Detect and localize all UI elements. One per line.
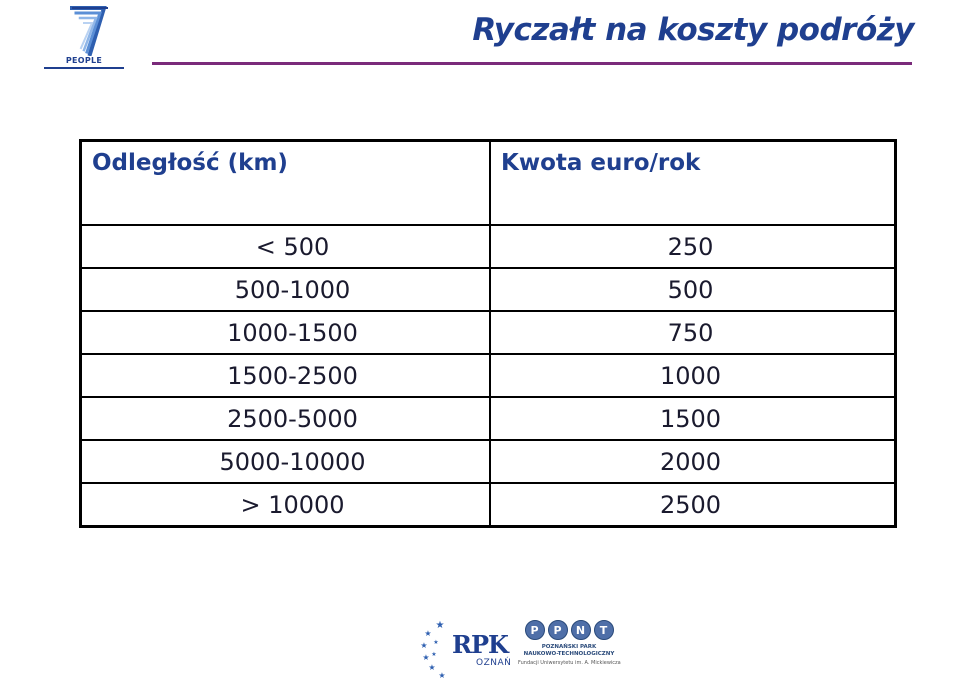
travel-rates-table <box>79 139 897 528</box>
table-row <box>81 440 896 483</box>
distance-cell: > 10000 <box>81 483 491 527</box>
rpk-logo <box>420 614 512 684</box>
svg-text:★: ★ <box>438 671 446 680</box>
ppnt-foundation-line: Fundacji Uniwersytetu im. A. Mickiewicza <box>518 660 621 666</box>
amount-cell: 250 <box>490 225 896 268</box>
rpk-wordmark: RPK <box>452 630 508 659</box>
ppnt-name-line1: POZNAŃSKI PARK <box>541 644 597 650</box>
fp7-people-logo <box>42 4 126 70</box>
ppnt-name-line2: NAUKOWO-TECHNOLOGICZNY <box>523 651 615 657</box>
amount-cell: 1500 <box>490 397 896 440</box>
distance-cell: 5000-10000 <box>81 440 491 483</box>
slide-title: Ryczałt na koszty podróży <box>472 12 914 48</box>
logo-underline <box>44 67 124 69</box>
ppnt-circle-n: N <box>571 620 591 640</box>
ppnt-letter-circles <box>518 620 620 640</box>
table-row <box>81 397 896 440</box>
svg-text:★: ★ <box>422 653 430 662</box>
distance-cell: 2500-5000 <box>81 397 491 440</box>
logo-caption: PEOPLE <box>65 56 103 65</box>
ppnt-circle-p2: P <box>548 620 568 640</box>
table-row <box>81 483 896 527</box>
ppnt-logo <box>518 620 620 680</box>
amount-cell: 500 <box>490 268 896 311</box>
ppnt-circle-p1: P <box>525 620 545 640</box>
svg-text:★: ★ <box>428 663 436 672</box>
distance-cell: < 500 <box>81 225 491 268</box>
table-row <box>81 311 896 354</box>
fp7-seven-icon <box>42 4 126 56</box>
amount-cell: 2000 <box>490 440 896 483</box>
ppnt-circle-t: T <box>594 620 614 640</box>
title-divider <box>152 62 912 65</box>
svg-text:★: ★ <box>435 620 445 631</box>
column-header-distance: Odległość (km) <box>81 141 491 226</box>
rpk-subtext: OZNAŃ <box>476 658 512 668</box>
svg-text:★: ★ <box>433 639 439 646</box>
amount-cell: 750 <box>490 311 896 354</box>
column-header-amount: Kwota euro/rok <box>490 141 896 226</box>
amount-cell: 1000 <box>490 354 896 397</box>
table-row <box>81 268 896 311</box>
distance-cell: 1500-2500 <box>81 354 491 397</box>
distance-cell: 500-1000 <box>81 268 491 311</box>
table-row <box>81 225 896 268</box>
svg-text:★: ★ <box>424 629 432 638</box>
distance-cell: 1000-1500 <box>81 311 491 354</box>
amount-cell: 2500 <box>490 483 896 527</box>
footer-logos <box>420 614 620 684</box>
table-row <box>81 354 896 397</box>
svg-text:★: ★ <box>420 641 428 650</box>
svg-text:★: ★ <box>431 651 437 658</box>
table-header-row <box>81 141 896 226</box>
